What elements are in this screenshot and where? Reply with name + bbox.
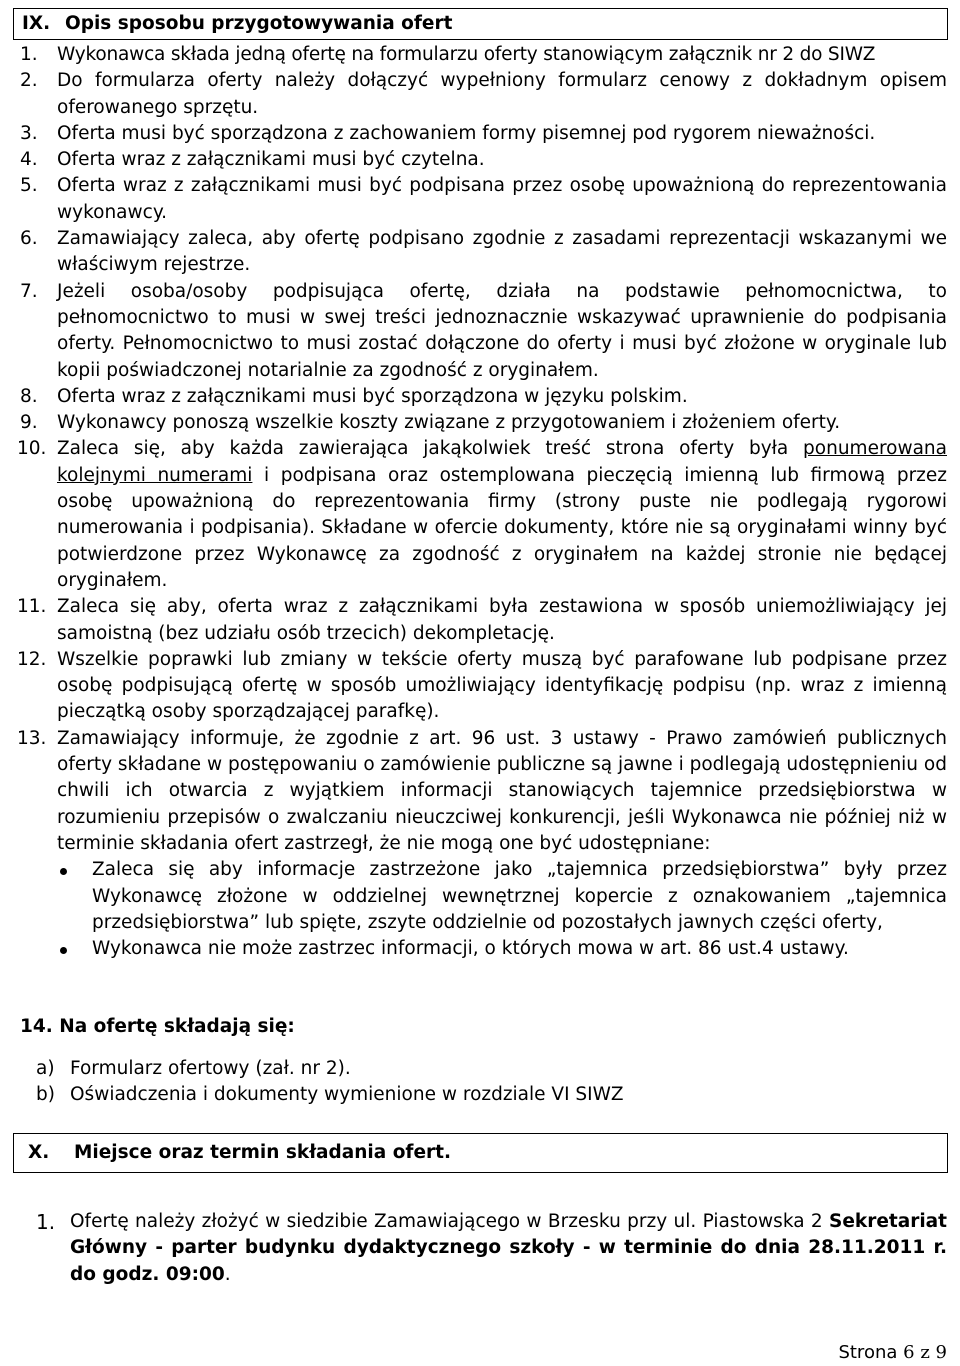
attachment-text: Formularz ofertowy (zał. nr 2). — [70, 1058, 351, 1079]
item-text: Oferta wraz z załącznikami musi być sporządzona w języku polskim. — [57, 385, 688, 407]
list-item — [0, 147, 960, 173]
attachment-item — [0, 1056, 960, 1082]
section-heading-x — [13, 1133, 948, 1173]
item-number: 8. — [20, 385, 38, 407]
attachments-heading: 14. Na ofertę składają się: — [20, 1016, 295, 1037]
list-item — [0, 647, 960, 726]
attachment-text: Oświadczenia i dokumenty wymienione w rozdziale VI SIWZ — [70, 1084, 624, 1106]
item-number: 13. — [17, 727, 47, 749]
section-number: X. — [28, 1141, 50, 1163]
bullet-list — [0, 857, 960, 962]
item-text: Oferta musi być sporządzona z zachowaniem formy pisemnej pod rygorem nieważności. — [57, 122, 876, 144]
item-number: 1. — [20, 44, 38, 65]
item-number: 5. — [20, 175, 38, 197]
item-text: Ofertę należy złożyć w siedzibie Zamawiającego w Brzesku przy ul. Piastowska 2 — [70, 1211, 830, 1232]
bullet-item — [0, 936, 960, 962]
item-text: Zamawiający zaleca, aby ofertę podpisano zgodnie z zasadami reprezentacji wskazanymi we właściwym rejestrze. — [57, 228, 947, 276]
list-item — [0, 68, 960, 121]
item-text: Zaleca się aby, oferta wraz z załącznikami była zestawiona w sposób uniemożliwiający jej samoistną (bez udziału osób trzecich) dekompletację. — [57, 596, 947, 644]
item-text: Do formularza oferty należy dołączyć wypełniony formularz cenowy z dokładnym opisem oferowanego sprzętu. — [57, 70, 947, 118]
item-text: Oferta wraz z załącznikami musi być podpisana przez osobę upoważnioną do reprezentowania wykonawcy. — [57, 175, 947, 223]
page-label: Strona — [838, 1342, 898, 1363]
section-title: Miejsce oraz termin składania ofert. — [74, 1141, 452, 1163]
item-number: 11. — [17, 596, 47, 618]
bullet-text: Zaleca się aby informacje zastrzeżone jako „tajemnica przedsiębiorstwa” były przez Wykonawcę złożone w oddzielnej wewnętrznej kopercie z oznakowaniem „tajemnica przedsiębiorstwa” lub spięte, zszyte oddzielnie od pozostałych jawnych części oferty, — [92, 859, 947, 933]
item-number: 4. — [20, 149, 38, 171]
item-text-end: . — [224, 1263, 231, 1285]
item-text: Wykonawca składa jedną ofertę na formularzu oferty stanowiącym załącznik nr 2 do SIWZ — [57, 44, 876, 65]
list-item — [0, 226, 960, 279]
item-number: 9. — [20, 412, 38, 434]
item-number: 6. — [20, 228, 38, 250]
item-number: 10. — [17, 438, 47, 460]
bullet-icon — [60, 868, 67, 875]
numbered-list — [0, 42, 960, 962]
list-item — [0, 121, 960, 147]
item-text: Oferta wraz z załącznikami musi być czytelna. — [57, 149, 485, 171]
bullet-text: Wykonawca nie może zastrzec informacji, o których mowa w art. 86 ust.4 ustawy. — [92, 938, 849, 960]
bullet-item — [0, 857, 960, 936]
section-number: IX. — [22, 12, 51, 34]
item-text: Wszelkie poprawki lub zmiany w tekście oferty muszą być parafowane lub podpisane przez osobę podpisującą ofertę w sposób umożliwiający identyfikację podpisu (np. wraz z imienną pieczątką osoby sporządzającej parafkę). — [57, 648, 947, 723]
bold-text: Sekretariat Główny - parter budynku dydaktycznego szkoły - w terminie do dnia 28.11.2011 r. do godz. 09:00 — [70, 1211, 947, 1285]
item-text: Jeżeli osoba/osoby podpisująca ofertę, działa na podstawie pełnomocnictwa, to pełnomocnictwo to musi w swej treści jednoznacznie wskazywać uprawnienie do podpisania oferty. Pełnomocnictwo to musi zostać dołączone do oferty i musi być złożone w oryginale lub kopii poświadczonej notarialnie za zgodność z oryginałem. — [57, 280, 947, 381]
list-item — [0, 594, 960, 647]
list-item — [0, 436, 960, 594]
item-text: Zaleca się, aby każda zawierająca jakąkolwiek treść strona oferty była — [57, 438, 804, 460]
section-heading-ix — [13, 8, 948, 40]
list-item — [0, 410, 960, 436]
page-number: 6 — [903, 1342, 915, 1363]
numbered-list — [0, 1209, 960, 1288]
list-item — [0, 173, 960, 226]
item-number: 2. — [20, 70, 38, 92]
item-text: i podpisana oraz ostemplowana pieczęcią imienną lub firmową przez osobę upoważnioną do reprezentowania firmy (strony puste nie podlegają rygorowi numerowania i podpisania). Składane w ofercie dokumenty, które nie są oryginałami winny być potwierdzone przez Wykonawcę za zgodność z oryginałem na każdej stronie nie będącej oryginałem. — [57, 464, 947, 591]
underlined-text: ponumerowana kolejnymi numerami — [57, 438, 947, 486]
page-total: 9 — [935, 1342, 947, 1363]
bullet-icon — [60, 947, 67, 954]
list-item — [0, 1209, 960, 1288]
item-text: Zamawiający informuje, że zgodnie z art. 96 ust. 3 ustawy - Prawo zamówień publicznych oferty składane w postępowaniu o zamówienie publiczne są jawne i podlegają udostępnieniu od chwili ich otwarcia z wyjątkiem informacji stanowiących tajemnice przedsiębiorstwa w rozumieniu przepisów o zwalczaniu nieuczciwej konkurencji, jeśli Wykonawca nie później niż w terminie składania ofert zastrzegł, że nie mogą one być udostępniane: — [57, 727, 947, 854]
page-footer — [838, 1340, 947, 1366]
attachments-list — [0, 1056, 960, 1109]
list-item — [0, 42, 960, 68]
page-separator: z — [920, 1342, 930, 1363]
list-item — [0, 726, 960, 857]
item-number: 7. — [20, 280, 38, 302]
attachment-label: a) — [36, 1058, 55, 1079]
item-number: 12. — [17, 648, 47, 670]
list-item — [0, 384, 960, 410]
item-number: 3. — [20, 122, 38, 144]
attachment-item — [0, 1082, 960, 1108]
item-number: 1. — [36, 1210, 56, 1234]
list-item — [0, 279, 960, 384]
attachment-label: b) — [36, 1084, 55, 1106]
item-text: Wykonawcy ponoszą wszelkie koszty związane z przygotowaniem i złożeniem oferty. — [57, 412, 841, 434]
section-title: Opis sposobu przygotowywania ofert — [65, 12, 453, 34]
